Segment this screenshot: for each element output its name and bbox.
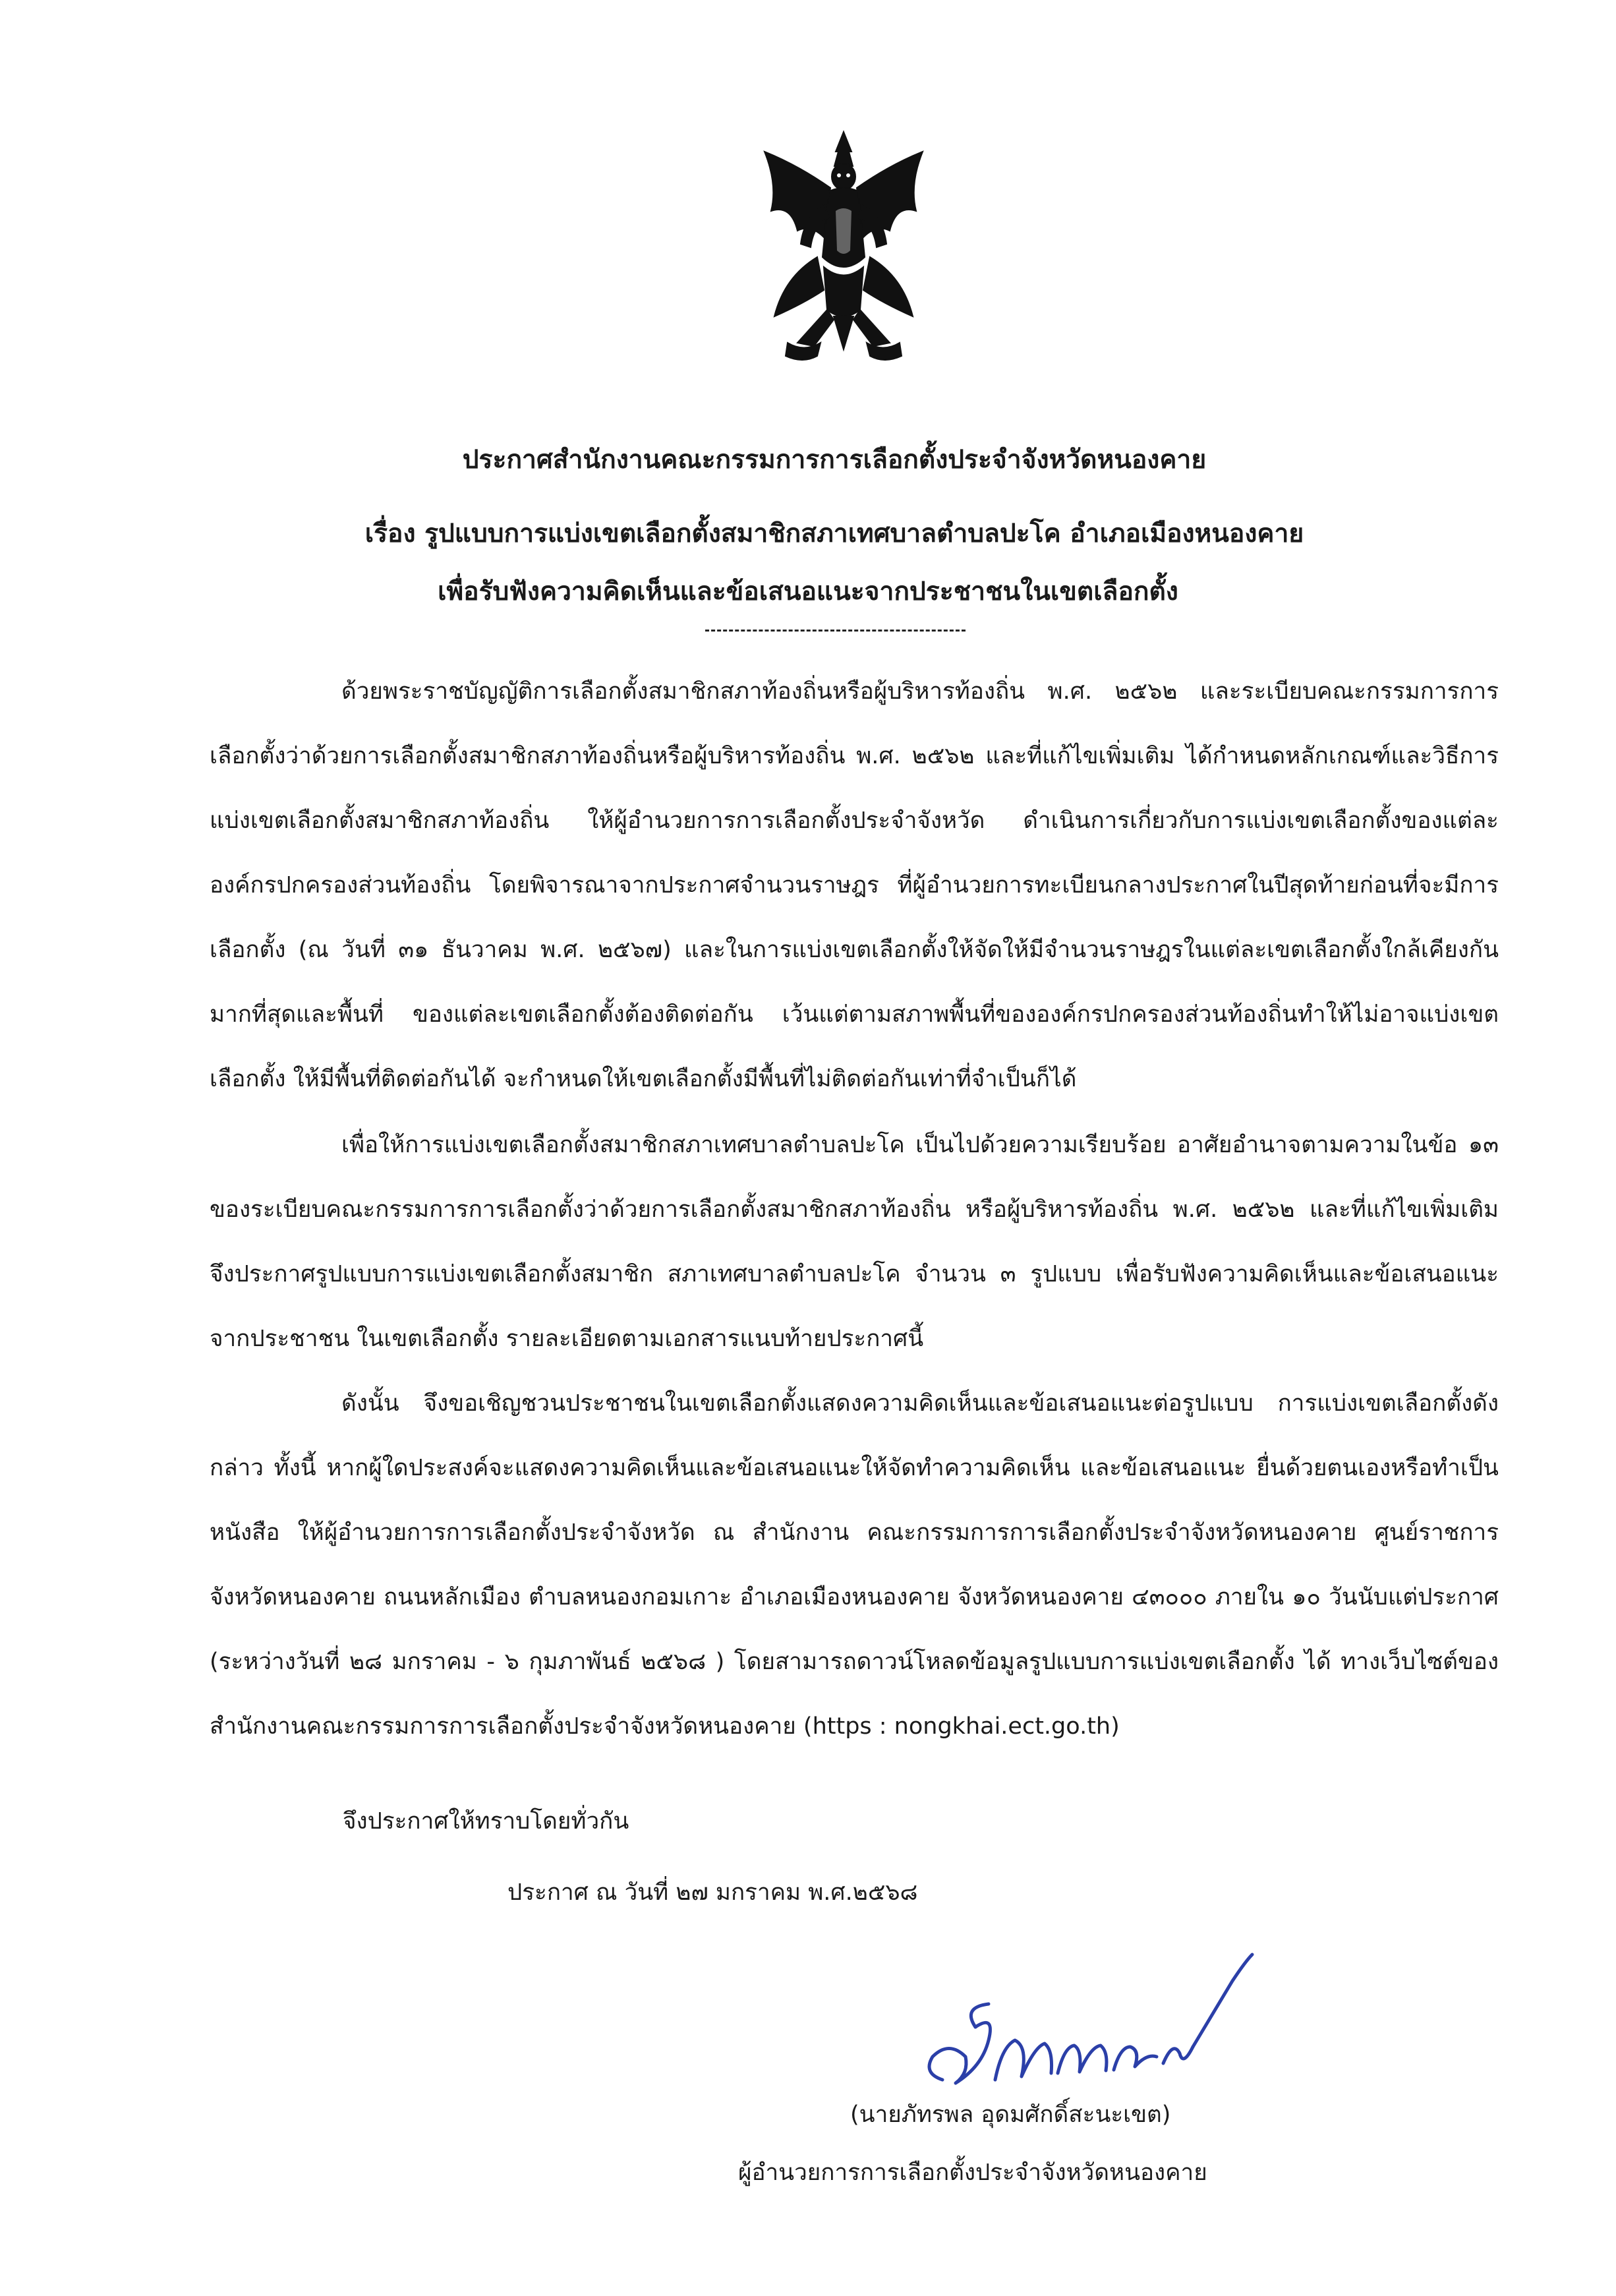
subject-line-2: เพื่อรับฟังความคิดเห็นและข้อเสนอแนะจากประชาชนในเขตเลือกตั้ง: [438, 577, 1178, 606]
document-title: ประกาศสำนักงานคณะกรรมการการเลือกตั้งประจำจังหวัดหนองคาย: [462, 445, 1207, 475]
body-paragraph-3: ดังนั้น จึงขอเชิญชวนประชาชนในเขตเลือกตั้งแสดงความคิดเห็นและข้อเสนอแนะต่อรูปแบบ การแบ่งเขตเลือกตั้งดังกล่าว ทั้งนี้ หากผู้ใดประสงค์จะแสดงความคิดเห็นและข้อเสนอแนะให้จัดทำความคิดเห็น และข้อเสนอแนะ ยื่นด้วยตนเองหรือทำเป็นหนังสือ ให้ผู้อำนวยการการเลือกตั้งประจำจังหวัด ณ สำนักงาน คณะกรรมการการเลือกตั้งประจำจังหวัดหนองคาย ศูนย์ราชการจังหวัดหนองคาย ถนนหลักเมือง ตำบลหนองกอมเกาะ อำเภอเมืองหนองคาย จังหวัดหนองคาย ๔๓๐๐๐ ภายใน ๑๐ วันนับแต่ประกาศ (ระหว่างวันที่ ๒๘ มกราคม - ๖ กุมภาพันธ์ ๒๕๖๘ ) โดยสามารถดาวน์โหลดข้อมูลรูปแบบการแบ่งเขตเลือกตั้ง ได้ ทางเว็บไซต์ของสำนักงานคณะกรรมการการเลือกตั้งประจำจังหวัดหนองคาย (https : nongkhai.ect.go.th): [210, 1390, 1499, 1740]
title-divider: [705, 630, 966, 632]
closing-announcement: จึงประกาศให้ทราบโดยทั่วกัน: [343, 1808, 629, 1835]
signer-name: (นายภัทรพล อุดมศักดิ์สะนะเขต): [850, 2102, 1171, 2128]
announcement-date: ประกาศ ณ วันที่ ๒๗ มกราคม พ.ศ.๒๕๖๘: [507, 1879, 918, 1906]
subject-line-1: เรื่อง รูปแบบการแบ่งเขตเลือกตั้งสมาชิกสภาเทศบาลตำบลปะโค อำเภอเมืองหนองคาย: [364, 519, 1304, 548]
handwritten-signature-icon: [903, 1941, 1272, 2113]
body-paragraph-2: เพื่อให้การแบ่งเขตเลือกตั้งสมาชิกสภาเทศบาลตำบลปะโค เป็นไปด้วยความเรียบร้อย อาศัยอำนาจตามความในข้อ ๑๓ ของระเบียบคณะกรรมการการเลือกตั้งว่าด้วยการเลือกตั้งสมาชิกสภาท้องถิ่น หรือผู้บริหารท้องถิ่น พ.ศ. ๒๕๖๒ และที่แก้ไขเพิ่มเติม จึงประกาศรูปแบบการแบ่งเขตเลือกตั้งสมาชิก สภาเทศบาลตำบลปะโค จำนวน ๓ รูปแบบ เพื่อรับฟังความคิดเห็นและข้อเสนอแนะจากประชาชน ในเขตเลือกตั้ง รายละเอียดตามเอกสารแนบท้ายประกาศนี้: [210, 1132, 1499, 1352]
signer-position: ผู้อำนวยการการเลือกตั้งประจำจังหวัดหนองคาย: [738, 2160, 1207, 2186]
body-paragraph-1: ด้วยพระราชบัญญัติการเลือกตั้งสมาชิกสภาท้องถิ่นหรือผู้บริหารท้องถิ่น พ.ศ. ๒๕๖๒ และระเบียบคณะกรรมการการเลือกตั้งว่าด้วยการเลือกตั้งสมาชิกสภาท้องถิ่นหรือผู้บริหารท้องถิ่น พ.ศ. ๒๕๖๒ และที่แก้ไขเพิ่มเติม ได้กำหนดหลักเกณฑ์และวิธีการแบ่งเขตเลือกตั้งสมาชิกสภาท้องถิ่น ให้ผู้อำนวยการการเลือกตั้งประจำจังหวัด ดำเนินการเกี่ยวกับการแบ่งเขตเลือกตั้งของแต่ละองค์กรปกครองส่วนท้องถิ่น โดยพิจารณาจากประกาศจำนวนราษฎร ที่ผู้อำนวยการทะเบียนกลางประกาศในปีสุดท้ายก่อนที่จะมีการเลือกตั้ง (ณ วันที่ ๓๑ ธันวาคม พ.ศ. ๒๕๖๗) และในการแบ่งเขตเลือกตั้งให้จัดให้มีจำนวนราษฎรในแต่ละเขตเลือกตั้งใกล้เคียงกันมากที่สุดและพื้นที่ ของแต่ละเขตเลือกตั้งต้องติดต่อกัน เว้นแต่ตามสภาพพื้นที่ขององค์กรปกครองส่วนท้องถิ่นทำให้ไม่อาจแบ่งเขตเลือกตั้ง ให้มีพื้นที่ติดต่อกันได้ จะกำหนดให้เขตเลือกตั้งมีพื้นที่ไม่ติดต่อกันเท่าที่จำเป็นก็ได้: [210, 678, 1499, 1092]
garuda-emblem-icon: [751, 125, 936, 382]
